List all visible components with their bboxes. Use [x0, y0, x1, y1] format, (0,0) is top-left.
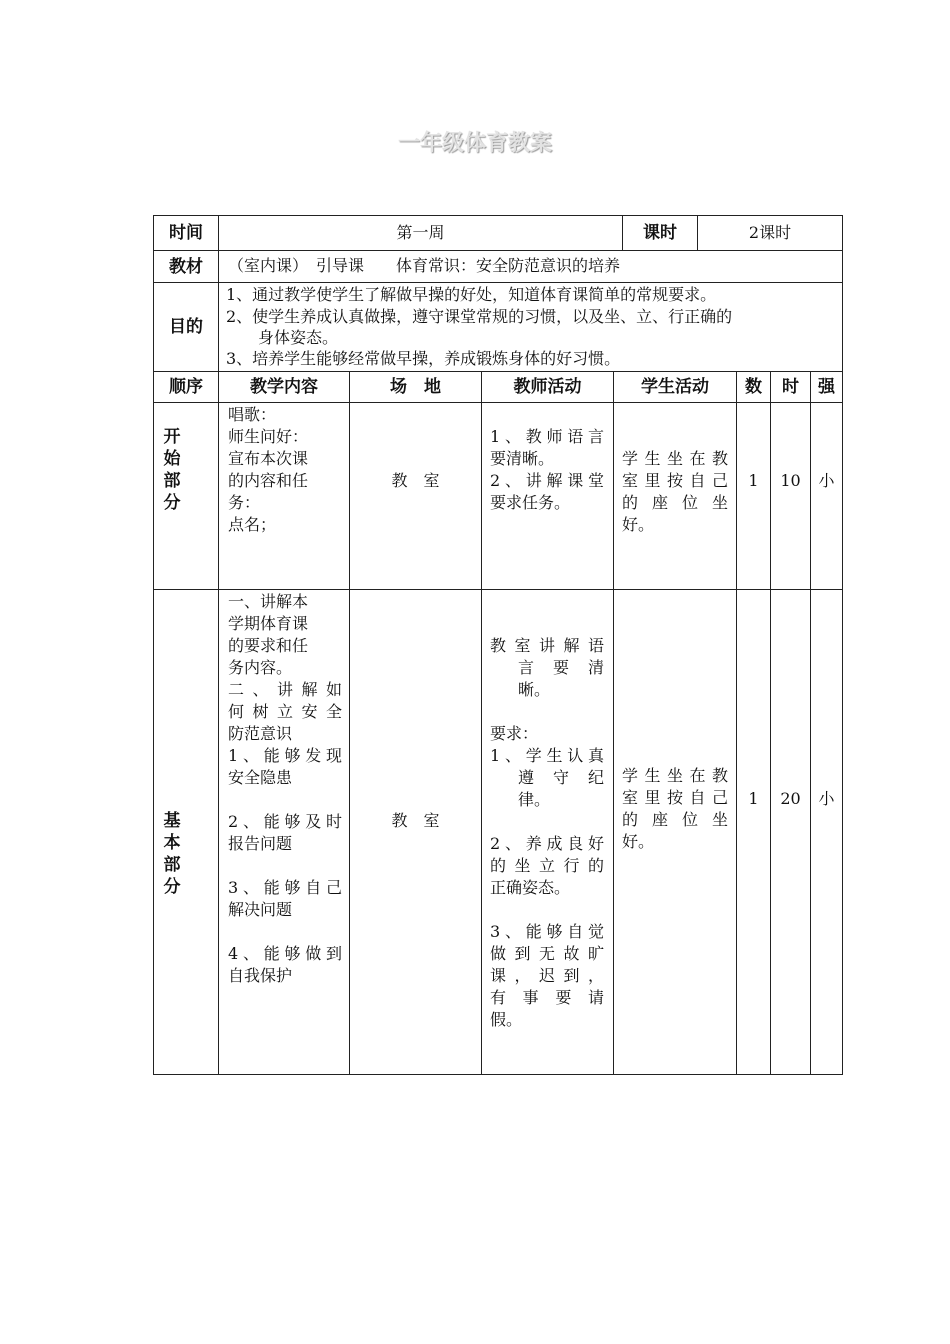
part2-name	[161, 810, 185, 898]
part2-content-line: 务内容。	[228, 658, 293, 677]
label-goal: 目的	[169, 317, 203, 337]
part2-teacher-line: 的坐立行的	[490, 856, 604, 875]
part1-student-line: 室里按自己	[622, 471, 728, 490]
goal-text	[226, 284, 838, 370]
goal-line-3: 身体姿态。	[258, 328, 339, 347]
header-teacher: 教师活动	[513, 377, 582, 397]
part2-teacher	[490, 635, 604, 1031]
label-time: 时间	[169, 223, 203, 243]
part2-content-line: 防范意识	[228, 724, 293, 743]
part1-name-char: 开	[163, 427, 181, 447]
part2-content-line: 1、能够发现	[228, 746, 342, 765]
part2-teacher-line: 正确姿态。	[490, 878, 571, 897]
part2-content-line: 一、讲解本	[228, 592, 309, 611]
part1-teacher-line: 要清晰。	[490, 449, 555, 468]
part2-student-line: 学生坐在教	[622, 766, 728, 785]
part1-intensity: 小	[818, 471, 835, 490]
part2-teacher-line: 律。	[518, 790, 551, 809]
part2-content-line	[228, 921, 342, 943]
goal-line-2: 2、使学生养成认真做操，遵守课堂常规的习惯，以及坐、立、行正确的	[226, 307, 733, 326]
part2-student-line: 好。	[622, 832, 655, 851]
part2-teacher-line: 1、学生认真	[490, 746, 604, 765]
part1-student-line: 好。	[622, 515, 655, 534]
part2-content-line: 2、能够及时	[228, 812, 342, 831]
week-value: 第一周	[396, 223, 445, 242]
part1-content-line: 宣布本次课	[228, 449, 309, 468]
part2-student	[622, 765, 728, 853]
period-value: 2课时	[748, 223, 792, 242]
part1-content-line: 点名；	[228, 515, 277, 534]
part2-teacher-line: 假。	[490, 1010, 523, 1029]
part1-name	[161, 426, 185, 514]
part1-content-line: 唱歌：	[228, 405, 277, 424]
part1-content-line: 的内容和任	[228, 471, 309, 490]
part2-content	[228, 591, 342, 987]
part1-name-char: 始	[163, 449, 181, 469]
part2-teacher-line: 遵守纪	[518, 768, 604, 787]
header-student: 学生活动	[641, 377, 709, 397]
part2-name-char: 部	[163, 855, 181, 875]
part2-teacher-line: 有事要请	[490, 988, 604, 1007]
part1-name-char: 分	[163, 493, 181, 513]
part1-student-line: 学生坐在教	[622, 449, 728, 468]
part2-name-char: 分	[163, 877, 181, 897]
part2-content-line: 的要求和任	[228, 636, 309, 655]
part2-teacher-line: 教室讲解语	[490, 636, 604, 655]
part1-student	[622, 448, 728, 536]
page-title: 一年级体育教案	[397, 130, 552, 156]
label-material: 教材	[169, 256, 203, 277]
part2-content-line: 何树立安全	[228, 702, 342, 721]
goal-line-1: 1、通过教学使学生了解做早操的好处，知道体育课简单的常规要求。	[226, 285, 717, 304]
material-text: （室内课） 引导课 体育常识：安全防范意识的培养	[228, 256, 621, 275]
part2-student-line: 室里按自己	[622, 788, 728, 807]
part1-content	[228, 404, 344, 536]
part2-teacher-line	[490, 899, 604, 921]
header-content: 教学内容	[250, 377, 318, 397]
part2-content-line: 解决问题	[228, 900, 293, 919]
part2-teacher-line	[490, 811, 604, 833]
part2-content-line: 安全隐患	[228, 768, 293, 787]
part1-time: 10	[780, 471, 801, 490]
part2-teacher-line: 课，迟到，	[490, 966, 604, 985]
part1-teacher-line: 1、教师语言	[490, 427, 604, 446]
part1-content-line: 师生问好：	[228, 427, 309, 446]
part1-count: 1	[748, 471, 759, 490]
goal-line-4: 3、培养学生能够经常做早操，养成锻炼身体的好习惯。	[226, 349, 621, 368]
part1-teacher-line: 要求任务。	[490, 493, 571, 512]
part2-name-char: 基	[163, 811, 181, 831]
part2-time: 20	[780, 789, 801, 808]
label-period: 课时	[643, 223, 677, 243]
header-order: 顺序	[169, 377, 203, 397]
part2-content-line	[228, 855, 342, 877]
part2-content-line: 自我保护	[228, 966, 293, 985]
header-time: 时	[782, 377, 799, 397]
part2-content-line: 报告问题	[228, 834, 293, 853]
part2-name-char: 本	[163, 833, 181, 853]
part2-venue: 教 室	[391, 811, 440, 830]
part1-name-char: 部	[163, 471, 181, 491]
part1-student-line: 的座位坐	[622, 493, 728, 512]
part2-content-line: 4、能够做到	[228, 944, 342, 963]
part1-teacher	[490, 426, 604, 514]
part2-teacher-line: 晰。	[518, 680, 551, 699]
part1-content-line: 务：	[228, 493, 261, 512]
part2-teacher-line: 做到无故旷	[490, 944, 604, 963]
part2-content-line: 学期体育课	[228, 614, 309, 633]
part2-teacher-line: 言要清	[518, 658, 604, 677]
part2-content-line	[228, 789, 342, 811]
part2-teacher-line: 3、能够自觉	[490, 922, 604, 941]
part2-student-line: 的座位坐	[622, 810, 728, 829]
part1-venue: 教 室	[391, 471, 440, 490]
part2-teacher-line	[490, 701, 604, 723]
part2-content-line: 二、讲解如	[228, 680, 342, 699]
part2-teacher-line: 2、养成良好	[490, 834, 604, 853]
part2-teacher-line: 要求：	[490, 724, 539, 743]
header-intensity: 强	[818, 377, 835, 397]
header-count: 数	[745, 377, 762, 397]
part1-teacher-line: 2、讲解课堂	[490, 471, 604, 490]
part2-count: 1	[748, 789, 759, 808]
part2-content-line: 3、能够自己	[228, 878, 342, 897]
part2-intensity: 小	[818, 789, 835, 808]
header-venue: 场 地	[390, 377, 441, 397]
